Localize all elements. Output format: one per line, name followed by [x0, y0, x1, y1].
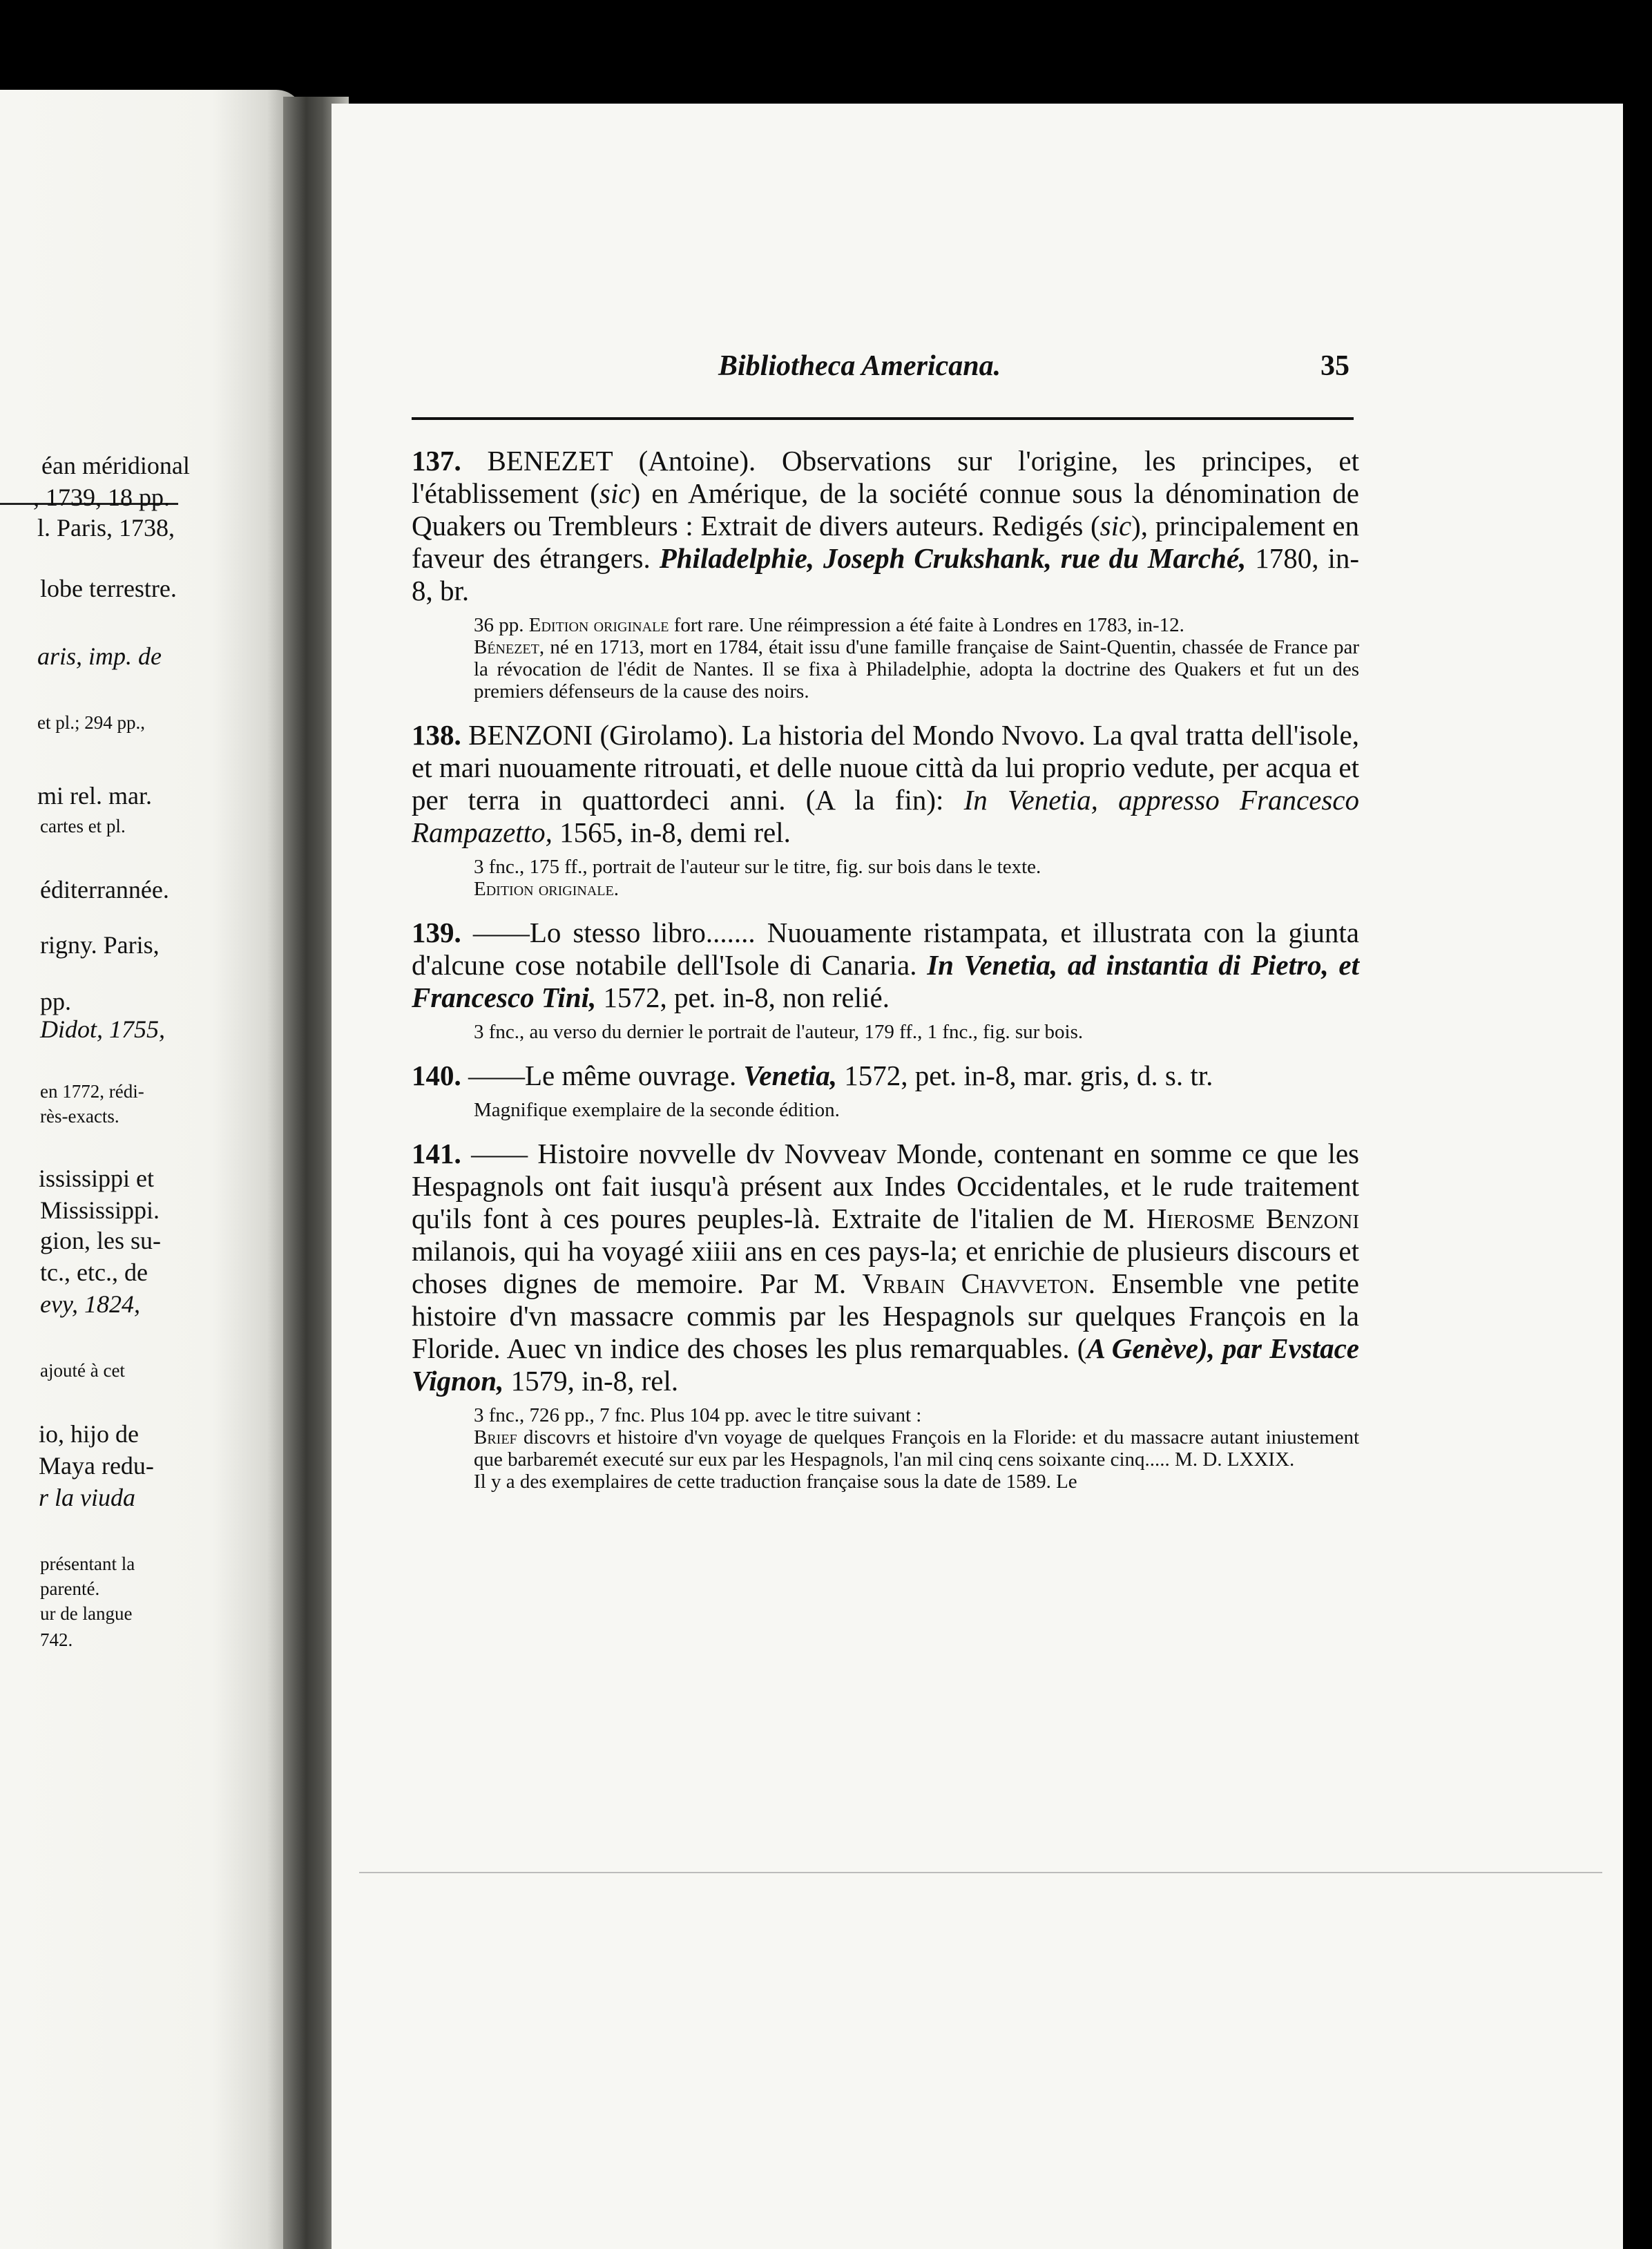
left-fragment: pp. — [40, 988, 71, 1015]
left-fragment: mi rel. mar. — [37, 782, 152, 810]
note-smallcaps: Edition originale — [528, 614, 669, 636]
entry-main-text — [412, 917, 1359, 1014]
note-text: discovrs et histoire d'vn voyage de quelques François en la Floride: et du massacre autant iniustement que barbaremét executé sur eux par les Hespagnols, l'an mil cinq cens soixante cinq..... M. D. LXXIX. — [474, 1426, 1359, 1471]
scan-border-right — [1623, 0, 1652, 2249]
entry-text: 1572, pet. in-8, non relié. — [596, 982, 890, 1013]
left-fragment: Mississippi. — [40, 1196, 160, 1224]
note-smallcaps: Brief — [474, 1426, 517, 1448]
left-fragment: rès-exacts. — [40, 1106, 119, 1127]
note-text: 3 fnc., 726 pp., 7 fnc. Plus 104 pp. avec le titre suivant : — [474, 1404, 922, 1426]
entry-number: 139. — [412, 917, 461, 948]
note-text: , né en 1713, mort en 1784, était issu d'une famille française de Saint-Quentin, chassée de France par la révocation de l'édit de Nantes. Il se fixa à Philadelphie, adopta la doctrine des Quakers et fut un des premiers défenseurs de la cause des noirs. — [474, 636, 1359, 702]
entry-text: 1565, in-8, demi rel. — [552, 816, 791, 848]
note-text: fort rare. Une réimpression a été faite à Londres en 1783, in-12. — [669, 614, 1184, 636]
entry-text: BENEZET (Antoine). Observations sur l'origine, les principes, et l'établissement ( — [412, 445, 1359, 509]
note-text: Il y a des exemplaires de cette traduction française sous la date de 1589. Le — [474, 1471, 1077, 1493]
entry-text: BENZONI (Girolamo). La historia del Mondo Nvovo. La qval tratta dell'isole, et mari nuouamente ritrouati, et delle nuoue città da lui proprio vedute, per acqua et per terra in quattordeci anni. (A la fin): — [412, 719, 1359, 816]
note-text: 36 pp. — [474, 614, 529, 636]
entry-number: 138. — [412, 719, 461, 751]
entry-imprint: Philadelphie, Joseph Crukshank, rue du Marché, — [659, 542, 1247, 574]
left-fragment: evy, 1824, — [40, 1290, 140, 1318]
left-fragment: Didot, 1755, — [40, 1015, 166, 1043]
entry-number: 141. — [412, 1138, 461, 1169]
entry-text: ), principalement en faveur des étrangers. — [412, 510, 1359, 574]
left-fragment: io, hijo de — [39, 1420, 139, 1448]
entry-imprint: A Genève), par Evstace Vignon, — [412, 1332, 1359, 1397]
entry-text: . Ensemble vne petite histoire d'vn massacre commis par les Hespagnols sur quelques François en la Floride. Auec vn indice des choses les plus remarquables. ( — [412, 1267, 1359, 1364]
catalog-entry-139 — [412, 917, 1359, 1043]
entry-text: 1780, in-8, br. — [412, 542, 1359, 606]
entry-text: ) en Amérique, de la société connue sous la dénomination de Quakers ou Trembleurs : Extrait de divers auteurs. Redigés ( — [412, 477, 1359, 542]
entry-main-text — [412, 445, 1359, 607]
left-fragment: éan méridional — [41, 452, 190, 479]
left-fragment: ajouté à cet — [40, 1360, 125, 1381]
catalog-entry-137 — [412, 445, 1359, 702]
entry-note — [474, 856, 1359, 900]
entry-note — [474, 1099, 1359, 1121]
entry-text: —— Histoire novvelle dv Novveav Monde, contenant en somme ce que les Hespagnols ont fait iusqu'à présent aux Indes Occidentales, et le rude traitement qu'ils font à ces poures peuples-là. Extraite de l'italien de M. — [412, 1138, 1359, 1234]
page-number: 35 — [1320, 350, 1350, 382]
entry-imprint: Venetia, — [743, 1060, 838, 1091]
left-fragment: ur de langue — [40, 1603, 133, 1624]
note-smallcaps: Bénezet — [474, 636, 539, 658]
scan-border-top — [0, 0, 1652, 100]
left-fragment: gion, les su- — [40, 1227, 161, 1254]
left-fragment: présentant la — [40, 1553, 135, 1574]
left-fragment: cartes et pl. — [40, 816, 126, 836]
entry-imprint: In Venetia, ad instantia di Pietro, et Francesco Tini, — [412, 949, 1360, 1013]
entry-text: ——Lo stesso libro....... Nuouamente ristampata, et illustrata con la giunta d'alcune cose notabile dell'Isole di Canaria. — [412, 917, 1359, 981]
entry-text: milanois, qui ha voyagé xiiii ans en ces pays-la; et enrichie de plusieurs discours et choses dignes de memoire. Par M. — [412, 1235, 1359, 1299]
left-fragment: l. Paris, 1738, — [37, 514, 175, 542]
catalog-entry-138 — [412, 719, 1359, 900]
entry-main-text — [412, 719, 1359, 849]
left-fragment: Maya redu- — [39, 1452, 154, 1480]
left-fragment: éditerrannée. — [40, 876, 169, 903]
left-fragment: r la viuda — [39, 1484, 135, 1511]
header-rule — [412, 417, 1354, 420]
left-fragment: et pl.; 294 pp., — [37, 712, 145, 733]
catalog-entries — [412, 445, 1359, 1509]
page-crease — [359, 1872, 1602, 1873]
catalog-entry-140 — [412, 1060, 1359, 1121]
note-text: 3 fnc., 175 ff., portrait de l'auteur sur le titre, fig. sur bois dans le texte. — [474, 856, 1041, 878]
entry-number: 140. — [412, 1060, 461, 1091]
left-page — [0, 90, 304, 2249]
left-fragment: aris, imp. de — [37, 642, 162, 670]
entry-note — [474, 1021, 1359, 1043]
entry-main-text — [412, 1138, 1359, 1397]
left-fragment: ississippi et — [39, 1165, 155, 1192]
catalog-entry-141 — [412, 1138, 1359, 1493]
left-fragment: tc., etc., de — [40, 1259, 148, 1286]
entry-imprint: In Venetia, appresso Francesco Rampazetto, — [412, 784, 1359, 848]
note-smallcaps: Edition originale. — [474, 878, 619, 900]
entry-note — [474, 1404, 1359, 1493]
left-fragment: 742. — [40, 1629, 73, 1650]
left-fragment: rigny. Paris, — [40, 931, 160, 959]
entry-author-smallcaps: Vrbain Chavveton — [862, 1267, 1088, 1299]
entry-main-text — [412, 1060, 1359, 1092]
note-text: 3 fnc., au verso du dernier le portrait de l'auteur, 179 ff., 1 fnc., fig. sur bois. — [474, 1021, 1084, 1043]
note-text: Magnifique exemplaire de la seconde édition. — [474, 1099, 840, 1121]
running-title: Bibliotheca Americana. — [718, 350, 1001, 382]
entry-text-italic: sic — [1099, 510, 1132, 542]
entry-text: 1572, pet. in-8, mar. gris, d. s. tr. — [837, 1060, 1213, 1091]
left-fragment: , 1739, 18 pp. — [33, 484, 170, 511]
entry-number: 137. — [412, 445, 461, 477]
entry-note — [474, 614, 1359, 702]
entry-text: 1579, in-8, rel. — [503, 1365, 679, 1397]
left-fragment: lobe terrestre. — [40, 575, 177, 602]
entry-text-italic: sic — [599, 477, 631, 509]
entry-author-smallcaps: Hierosme Benzoni — [1146, 1203, 1360, 1234]
entry-text: ——Le même ouvrage. — [468, 1060, 744, 1091]
left-fragment: en 1772, rédi- — [40, 1081, 144, 1102]
left-fragment: parenté. — [40, 1578, 100, 1599]
